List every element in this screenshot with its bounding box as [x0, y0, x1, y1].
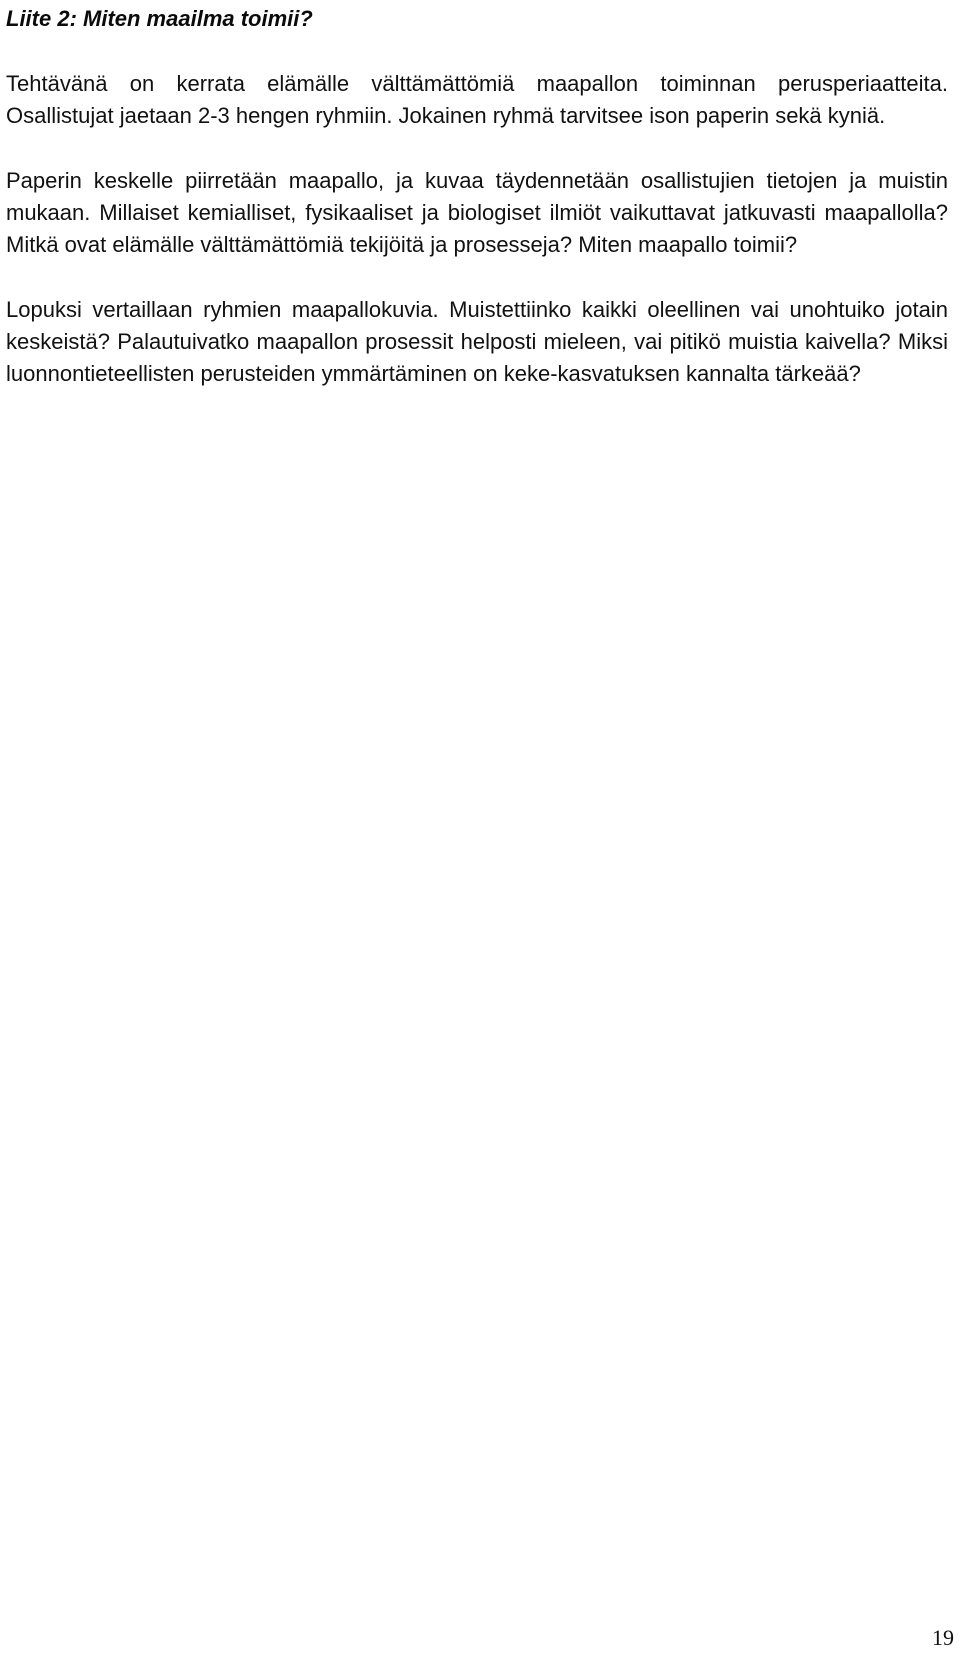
- document-page: [6, 0, 954, 1655]
- paragraph-drawing-instructions: Paperin keskelle piirretään maapallo, ja kuvaa täydennetään osallistujien tietojen ja muistin mukaan. Millaiset kemialliset, fysikaaliset ja biologiset ilmiöt vaikuttavat jatkuvasti maapallolla? Mitkä ovat elämälle välttämättömiä tekijöitä ja prosesseja? Miten maapallo toimii?: [6, 168, 948, 257]
- paragraph-task-intro: Tehtävänä on kerrata elämälle välttämättömiä maapallon toiminnan perusperiaatteita. Osallistujat jaetaan 2-3 hengen ryhmiin. Jokainen ryhmä tarvitsee ison paperin sekä kyniä.: [6, 71, 948, 128]
- paragraph-comparison: Lopuksi vertaillaan ryhmien maapallokuvia. Muistettiinko kaikki oleellinen vai unohtuiko jotain keskeistä? Palautuivatko maapallon prosessit helposti mieleen, vai pitikö muistia kaivella? Miksi luonnontieteellisten perusteiden ymmärtäminen on keke-kasvatuksen kannalta tärkeää?: [6, 297, 948, 386]
- page-number: 19: [932, 1625, 954, 1650]
- page-title: Liite 2: Miten maailma toimii?: [6, 6, 313, 31]
